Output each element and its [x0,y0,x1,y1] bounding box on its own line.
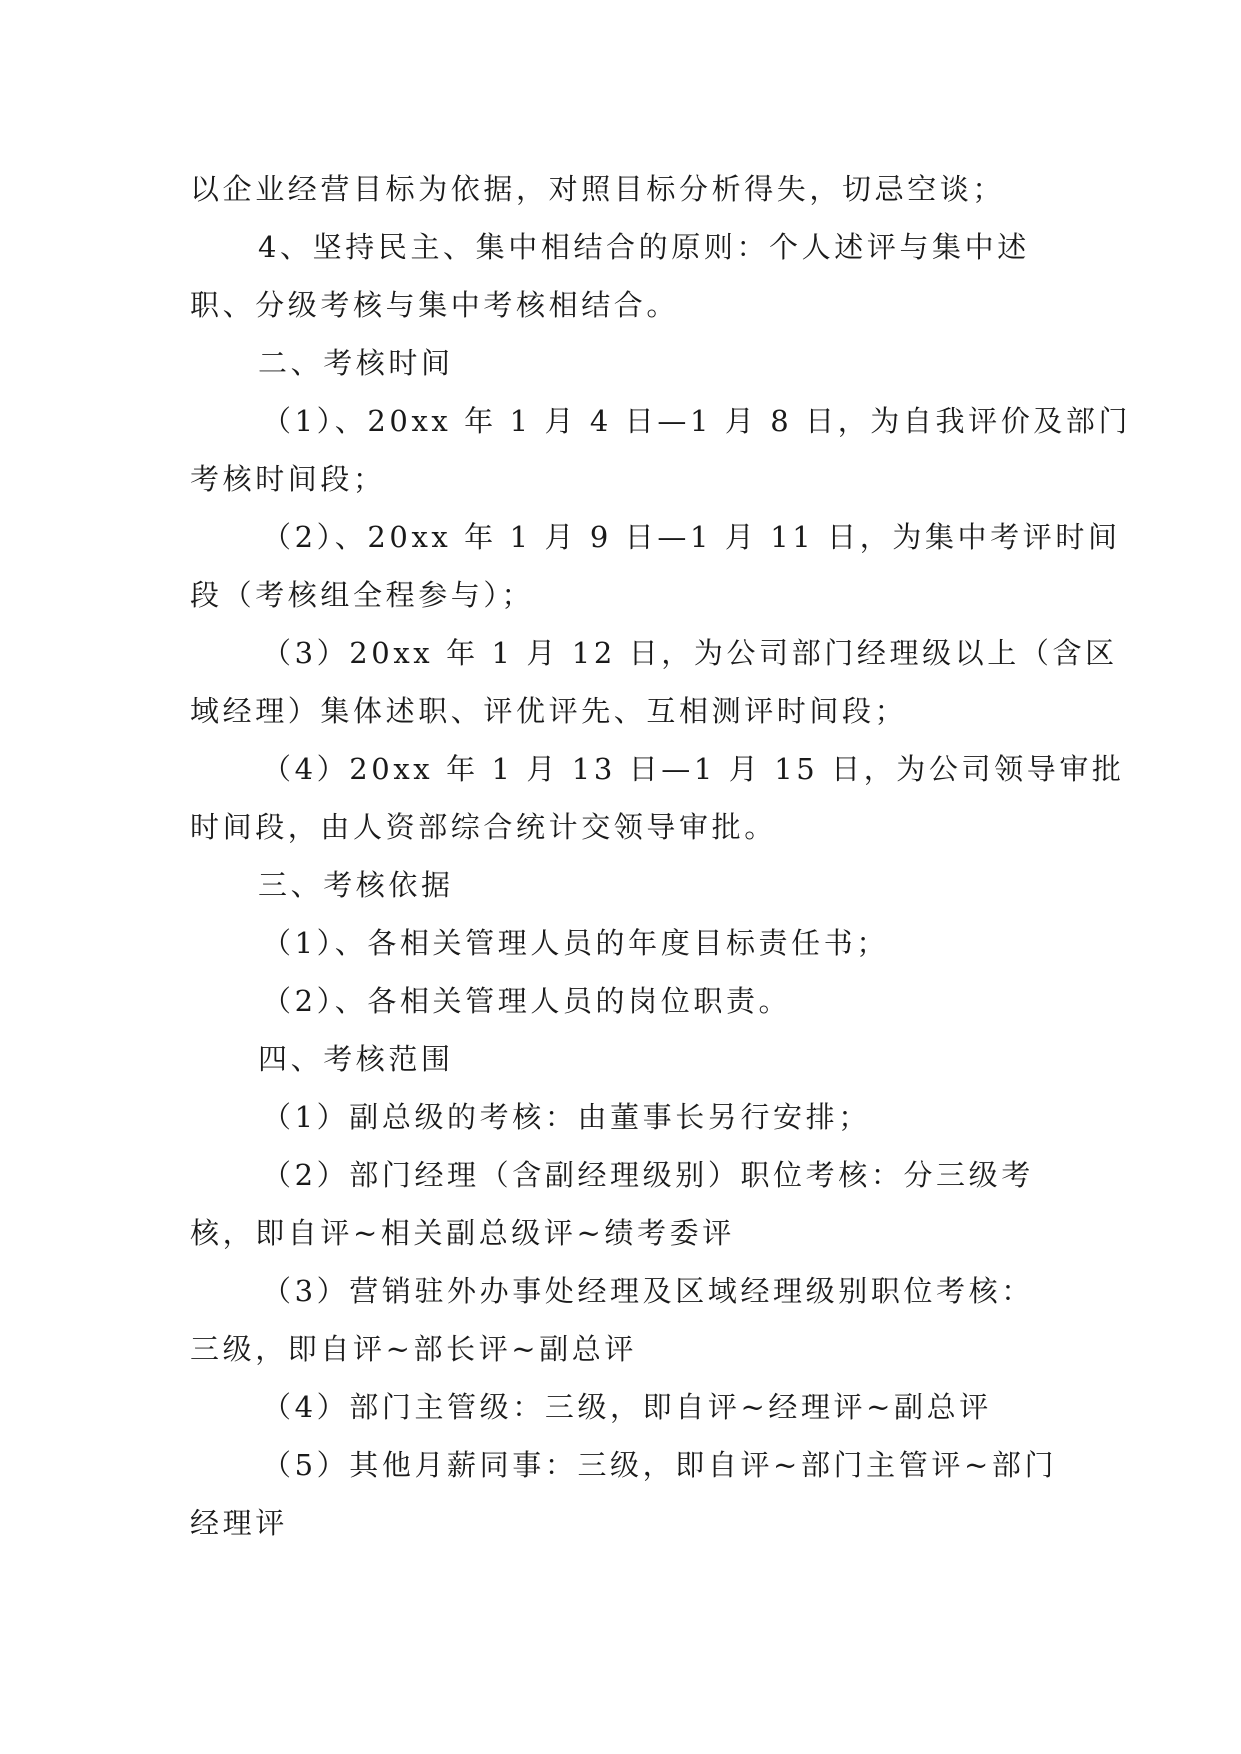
paragraph-line: 时间段，由人资部综合统计交领导审批。 [190,810,777,844]
paragraph-line: （4）20xx 年 1 月 13 日—1 月 15 日，为公司领导审批 [262,752,1125,786]
section-heading: 二、考核时间 [258,346,454,380]
paragraph-line: 三级，即自评~部长评~副总评 [190,1332,637,1366]
paragraph-line: 职、分级考核与集中考核相结合。 [190,288,680,322]
paragraph-line: 核，即自评~相关副总级评~绩考委评 [190,1216,735,1250]
paragraph-line: （3）20xx 年 1 月 12 日，为公司部门经理级以上（含区 [262,636,1118,670]
paragraph-line: （1）副总级的考核：由董事长另行安排； [262,1100,871,1134]
paragraph-line: 经理评 [190,1506,288,1540]
paragraph-line: （2）、各相关管理人员的岗位职责。 [262,984,792,1018]
section-heading: 三、考核依据 [258,868,454,902]
paragraph-line: （1）、各相关管理人员的年度目标责任书； [262,926,889,960]
paragraph-line: （1）、20xx 年 1 月 4 日—1 月 8 日，为自我评价及部门 [262,404,1132,438]
paragraph-line: 4、坚持民主、集中相结合的原则：个人述评与集中述 [258,230,1030,264]
section-heading: 四、考核范围 [258,1042,454,1076]
document-body [190,160,1132,1552]
paragraph-line: 考核时间段； [190,462,386,496]
paragraph-line: （2）部门经理（含副经理级别）职位考核：分三级考 [262,1158,1034,1192]
paragraph-line: （5）其他月薪同事：三级，即自评~部门主管评~部门 [262,1448,1058,1482]
paragraph-line: 域经理）集体述职、评优评先、互相测评时间段； [190,694,908,728]
paragraph-line: （2）、20xx 年 1 月 9 日—1 月 11 日，为集中考评时间 [262,520,1121,554]
paragraph-line: （3）营销驻外办事处经理及区域经理级别职位考核： [262,1274,1034,1308]
paragraph-line: 以企业经营目标为依据，对照目标分析得失，切忌空谈； [190,172,1006,206]
paragraph-line: （4）部门主管级：三级，即自评~经理评~副总评 [262,1390,992,1424]
paragraph-line: 段（考核组全程参与）； [190,578,535,612]
